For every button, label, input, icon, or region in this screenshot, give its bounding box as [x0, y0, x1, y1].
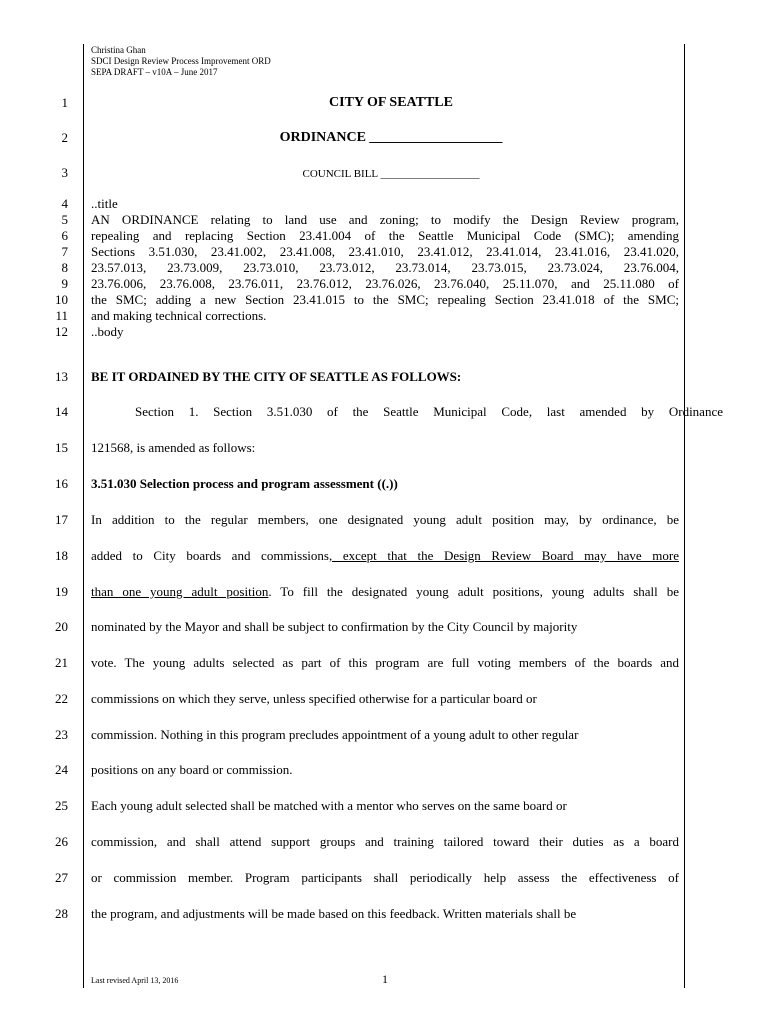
- section-heading: 3.51.030 Selection process and program assessment ((.)): [91, 476, 398, 491]
- enacting-clause: BE IT ORDAINED BY THE CITY OF SEATTLE AS FOLLOWS:: [91, 369, 462, 384]
- ordinance-title-line: 23.57.013, 23.73.009, 23.73.010, 23.73.012, 23.73.014, 23.73.015, 23.73.024, 23.76.004,: [91, 260, 679, 275]
- header-draft: SEPA DRAFT – v10A – June 2017: [91, 67, 218, 77]
- document-title: CITY OF SEATTLE: [329, 95, 453, 110]
- body-line: Each young adult selected shall be matched with a mentor who serves on the same board or: [91, 798, 567, 813]
- body-line: or commission member. Program participants shall periodically help assess the effectiveness of: [91, 870, 679, 885]
- body-line: In addition to the regular members, one designated young adult position may, by ordinance, be: [91, 512, 679, 527]
- line-number: 15: [55, 440, 68, 455]
- ordinance-title-line: and making technical corrections.: [91, 308, 267, 323]
- line-number: 13: [55, 369, 68, 384]
- body-line: the program, and adjustments will be made based on this feedback. Written materials shall be: [91, 906, 577, 921]
- inserted-text: , except that the Design Review Board may have more: [328, 548, 679, 563]
- body-marker: ..body: [91, 324, 124, 339]
- line-number: 26: [55, 834, 68, 849]
- line-number: 2: [61, 130, 68, 145]
- line-number: 1: [61, 95, 68, 110]
- inserted-text: than one young adult position: [91, 584, 269, 599]
- line-number: 18: [55, 548, 68, 563]
- page-number: 1: [382, 972, 388, 986]
- line-number: 23: [55, 727, 68, 742]
- ordinance-number-line: ORDINANCE ___________________: [279, 130, 503, 145]
- line-number: 9: [61, 276, 68, 291]
- line-number: 11: [55, 308, 68, 323]
- ordinance-title-line: repealing and replacing Section 23.41.004 of the Seattle Municipal Code (SMC); amending: [91, 228, 679, 243]
- line-number: 14: [55, 404, 68, 419]
- body-text: . To fill the designated young adult positions, young adults shall be: [268, 584, 679, 599]
- body-line: commission, and shall attend support groups and training tailored toward their duties as a board: [91, 834, 679, 849]
- line-number: 17: [55, 512, 68, 527]
- ordinance-title-line: the SMC; adding a new Section 23.41.015 to the SMC; repealing Section 23.41.018 of the SMC;: [91, 292, 679, 307]
- section-intro-line: 121568, is amended as follows:: [91, 440, 256, 455]
- council-bill-line: COUNCIL BILL __________________: [302, 168, 480, 180]
- header-author: Christina Ghan: [91, 45, 146, 55]
- line-number: 24: [55, 762, 68, 777]
- header-subject: SDCI Design Review Process Improvement ORD: [91, 56, 271, 66]
- line-number: 27: [55, 870, 68, 885]
- footer-revised-date: Last revised April 13, 2016: [91, 976, 179, 985]
- line-number: 10: [55, 292, 68, 307]
- line-number: 19: [55, 584, 68, 599]
- document-header: [91, 45, 271, 78]
- line-number: 12: [55, 324, 68, 339]
- right-margin-rule: [684, 44, 685, 988]
- line-number: 8: [61, 260, 68, 275]
- line-number: 21: [55, 655, 68, 670]
- left-margin-rule: [83, 44, 84, 988]
- ordinance-title-line: Sections 3.51.030, 23.41.002, 23.41.008, 23.41.010, 23.41.012, 23.41.014, 23.41.016, 23.41.020,: [91, 244, 679, 259]
- body-line: commissions on which they serve, unless specified otherwise for a particular board or: [91, 691, 537, 706]
- body-line: nominated by the Mayor and shall be subject to confirmation by the City Council by majority: [91, 619, 578, 634]
- line-number: 3: [61, 165, 68, 180]
- ordinance-title-line: 23.76.006, 23.76.008, 23.76.011, 23.76.012, 23.76.026, 23.76.040, 25.11.070, and 25.11.080 of: [91, 276, 679, 291]
- line-number: 4: [61, 196, 68, 211]
- section-intro-line: Section 1. Section 3.51.030 of the Seattle Municipal Code, last amended by Ordinance: [135, 404, 723, 419]
- ordinance-title-line: AN ORDINANCE relating to land use and zoning; to modify the Design Review program,: [91, 212, 679, 227]
- body-line: positions on any board or commission.: [91, 762, 293, 777]
- title-marker: ..title: [91, 196, 118, 211]
- line-number: 5: [61, 212, 68, 227]
- line-number: 6: [61, 228, 68, 243]
- line-number: 16: [55, 476, 68, 491]
- body-text: added to City boards and commissions: [91, 548, 329, 563]
- line-number: 20: [55, 619, 68, 634]
- line-number: 25: [55, 798, 68, 813]
- line-number: 22: [55, 691, 68, 706]
- body-line: vote. The young adults selected as part of this program are full voting members of the boards and: [91, 655, 679, 670]
- body-line: [91, 548, 679, 564]
- body-line: [91, 584, 679, 600]
- line-number: 7: [61, 244, 68, 259]
- body-line: commission. Nothing in this program precludes appointment of a young adult to other regular: [91, 727, 579, 742]
- line-number: 28: [55, 906, 68, 921]
